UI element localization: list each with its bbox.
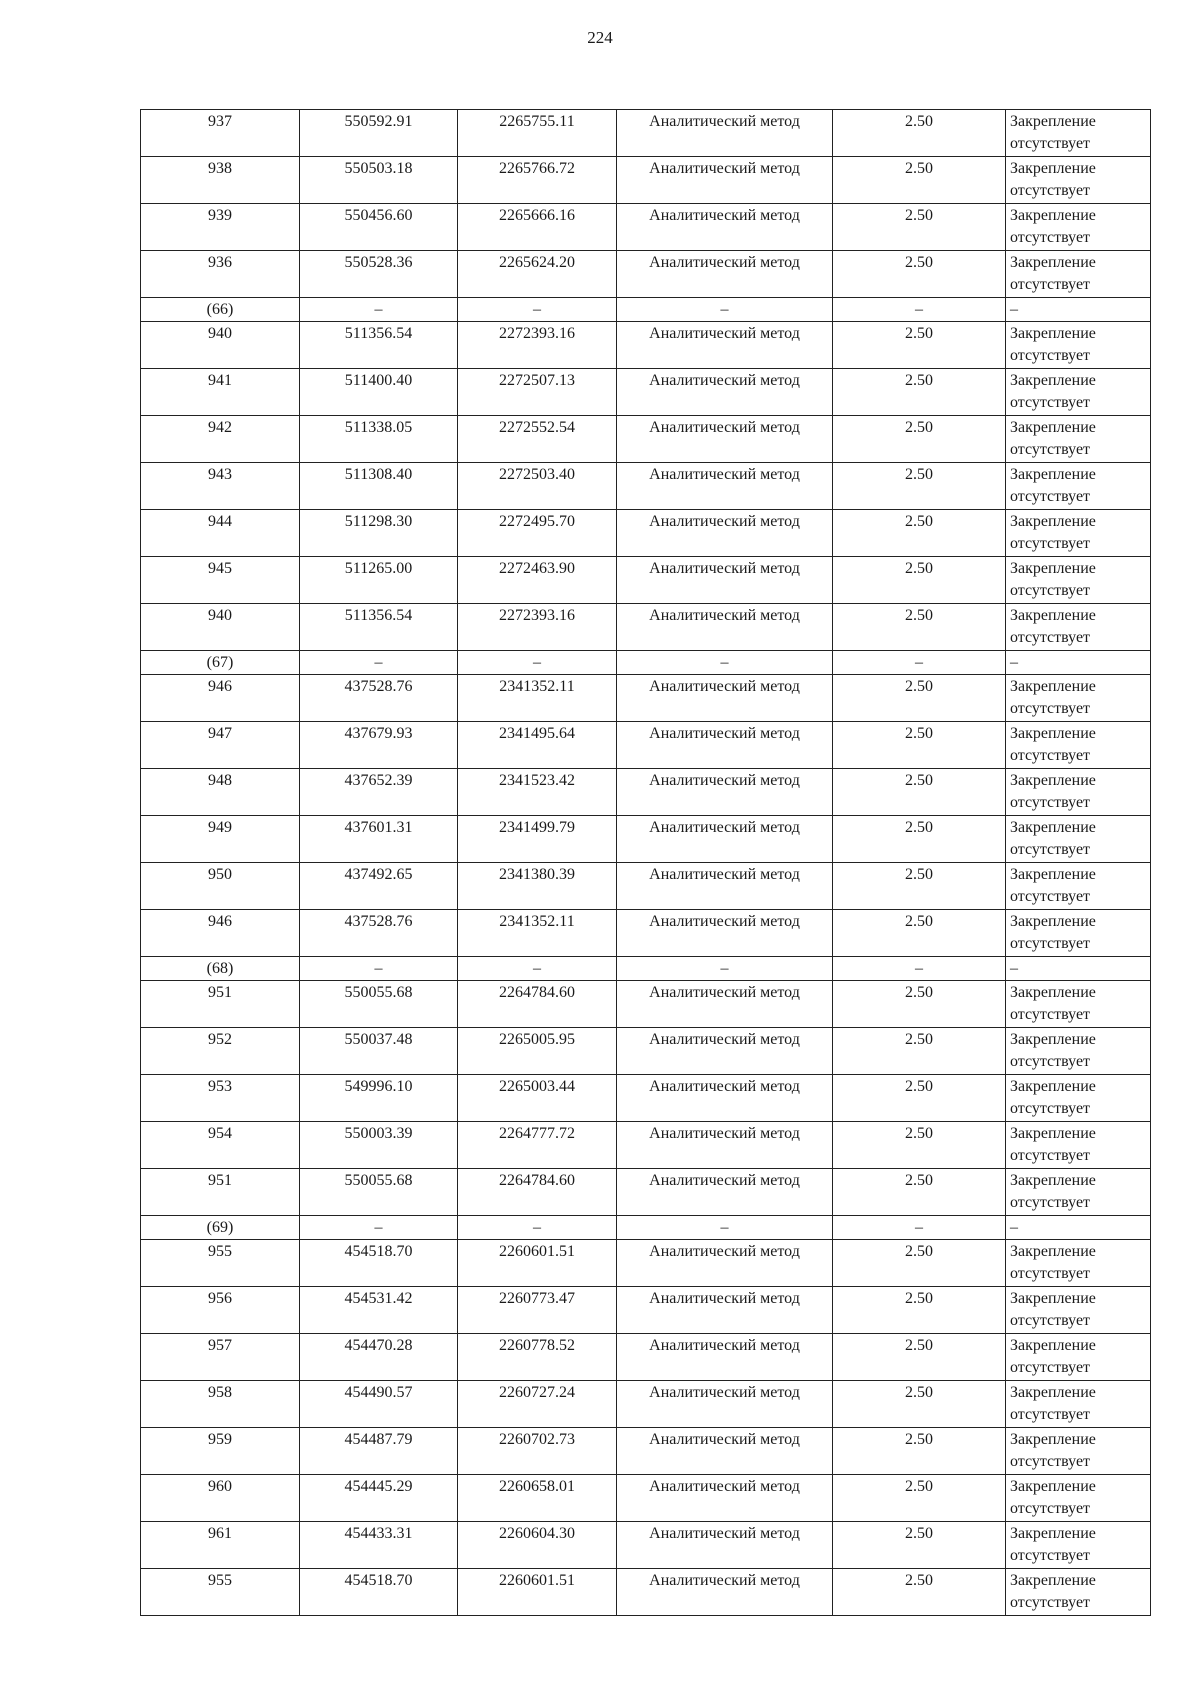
coord-y: 2341495.64 (458, 722, 617, 769)
marker-description: Закрепление отсутствует (1006, 1287, 1151, 1334)
point-number: 952 (141, 1028, 300, 1075)
marker-description: – (1006, 298, 1151, 322)
accuracy: 2.50 (833, 1522, 1006, 1569)
accuracy: 2.50 (833, 910, 1006, 957)
coord-x: 454518.70 (300, 1569, 458, 1616)
point-number: 956 (141, 1287, 300, 1334)
point-number: 951 (141, 981, 300, 1028)
point-number: 937 (141, 110, 300, 157)
method: – (617, 957, 833, 981)
table-row (141, 557, 1151, 604)
coord-y: 2272552.54 (458, 416, 617, 463)
contour-separator-row (141, 957, 1151, 981)
marker-description: Закрепление отсутствует (1006, 863, 1151, 910)
coord-y: 2341523.42 (458, 769, 617, 816)
method: Аналитический метод (617, 675, 833, 722)
marker-description: Закрепление отсутствует (1006, 1240, 1151, 1287)
marker-description: Закрепление отсутствует (1006, 510, 1151, 557)
coordinates-table (140, 109, 1151, 1616)
point-number: 959 (141, 1428, 300, 1475)
method: Аналитический метод (617, 157, 833, 204)
coord-x: 550592.91 (300, 110, 458, 157)
table-row (141, 1334, 1151, 1381)
coord-x: 511298.30 (300, 510, 458, 557)
method: Аналитический метод (617, 863, 833, 910)
coord-x: – (300, 651, 458, 675)
coord-y: 2260601.51 (458, 1240, 617, 1287)
point-number: 955 (141, 1569, 300, 1616)
method: – (617, 651, 833, 675)
coord-y: – (458, 651, 617, 675)
point-number: 958 (141, 1381, 300, 1428)
accuracy: – (833, 1216, 1006, 1240)
coord-y: 2264784.60 (458, 981, 617, 1028)
coord-x: 437652.39 (300, 769, 458, 816)
accuracy: – (833, 957, 1006, 981)
coord-y: – (458, 1216, 617, 1240)
table-row (141, 110, 1151, 157)
point-number: 948 (141, 769, 300, 816)
coord-y: 2265755.11 (458, 110, 617, 157)
marker-description: Закрепление отсутствует (1006, 1475, 1151, 1522)
method: Аналитический метод (617, 1075, 833, 1122)
marker-description: – (1006, 651, 1151, 675)
coord-x: – (300, 957, 458, 981)
coord-x: 511338.05 (300, 416, 458, 463)
table-row (141, 1287, 1151, 1334)
method: Аналитический метод (617, 981, 833, 1028)
contour-separator-row (141, 651, 1151, 675)
marker-description: Закрепление отсутствует (1006, 463, 1151, 510)
accuracy: 2.50 (833, 816, 1006, 863)
table-row (141, 816, 1151, 863)
accuracy: 2.50 (833, 675, 1006, 722)
coord-x: 550003.39 (300, 1122, 458, 1169)
accuracy: 2.50 (833, 1569, 1006, 1616)
table-row (141, 510, 1151, 557)
table-row (141, 1475, 1151, 1522)
coord-x: 454487.79 (300, 1428, 458, 1475)
coord-x: 454531.42 (300, 1287, 458, 1334)
method: Аналитический метод (617, 722, 833, 769)
coordinates-table-body (141, 110, 1151, 1616)
coord-y: 2341352.11 (458, 910, 617, 957)
accuracy: 2.50 (833, 604, 1006, 651)
coord-x: 454518.70 (300, 1240, 458, 1287)
method: Аналитический метод (617, 769, 833, 816)
point-number: 942 (141, 416, 300, 463)
coord-x: – (300, 298, 458, 322)
table-row (141, 204, 1151, 251)
method: Аналитический метод (617, 1475, 833, 1522)
marker-description: – (1006, 1216, 1151, 1240)
coord-y: – (458, 957, 617, 981)
table-row (141, 1122, 1151, 1169)
marker-description: Закрепление отсутствует (1006, 1428, 1151, 1475)
coord-y: 2260778.52 (458, 1334, 617, 1381)
marker-description: Закрепление отсутствует (1006, 769, 1151, 816)
marker-description: Закрепление отсутствует (1006, 1075, 1151, 1122)
coord-y: 2264777.72 (458, 1122, 617, 1169)
marker-description: Закрепление отсутствует (1006, 910, 1151, 957)
accuracy: 2.50 (833, 463, 1006, 510)
marker-description: Закрепление отсутствует (1006, 1569, 1151, 1616)
table-row (141, 1240, 1151, 1287)
coord-x: – (300, 1216, 458, 1240)
coord-y: 2260604.30 (458, 1522, 617, 1569)
table-row (141, 1075, 1151, 1122)
coord-y: 2265624.20 (458, 251, 617, 298)
point-number: 938 (141, 157, 300, 204)
coord-y: 2260658.01 (458, 1475, 617, 1522)
coord-y: 2260727.24 (458, 1381, 617, 1428)
point-number: 947 (141, 722, 300, 769)
accuracy: 2.50 (833, 110, 1006, 157)
point-number: 954 (141, 1122, 300, 1169)
table-row (141, 1169, 1151, 1216)
marker-description: Закрепление отсутствует (1006, 110, 1151, 157)
contour-number: (68) (141, 957, 300, 981)
contour-separator-row (141, 298, 1151, 322)
coord-x: 549996.10 (300, 1075, 458, 1122)
marker-description: Закрепление отсутствует (1006, 204, 1151, 251)
method: – (617, 1216, 833, 1240)
table-row (141, 1428, 1151, 1475)
marker-description: Закрепление отсутствует (1006, 604, 1151, 651)
coord-y: 2260702.73 (458, 1428, 617, 1475)
coord-x: 454445.29 (300, 1475, 458, 1522)
coord-y: 2260773.47 (458, 1287, 617, 1334)
table-row (141, 1522, 1151, 1569)
table-row (141, 675, 1151, 722)
contour-number: (67) (141, 651, 300, 675)
accuracy: 2.50 (833, 1287, 1006, 1334)
point-number: 953 (141, 1075, 300, 1122)
coord-x: 550456.60 (300, 204, 458, 251)
table-row (141, 1028, 1151, 1075)
table-row (141, 369, 1151, 416)
method: Аналитический метод (617, 204, 833, 251)
point-number: 940 (141, 604, 300, 651)
coord-y: 2272393.16 (458, 604, 617, 651)
method: – (617, 298, 833, 322)
coord-y: 2272393.16 (458, 322, 617, 369)
coord-x: 437679.93 (300, 722, 458, 769)
marker-description: Закрепление отсутствует (1006, 369, 1151, 416)
point-number: 960 (141, 1475, 300, 1522)
point-number: 940 (141, 322, 300, 369)
method: Аналитический метод (617, 1522, 833, 1569)
coord-y: 2272463.90 (458, 557, 617, 604)
coord-y: 2341380.39 (458, 863, 617, 910)
coord-x: 550503.18 (300, 157, 458, 204)
marker-description: Закрепление отсутствует (1006, 157, 1151, 204)
coord-x: 454470.28 (300, 1334, 458, 1381)
coord-y: 2264784.60 (458, 1169, 617, 1216)
contour-separator-row (141, 1216, 1151, 1240)
method: Аналитический метод (617, 816, 833, 863)
method: Аналитический метод (617, 1381, 833, 1428)
table-row (141, 981, 1151, 1028)
contour-number: (66) (141, 298, 300, 322)
point-number: 946 (141, 910, 300, 957)
method: Аналитический метод (617, 1169, 833, 1216)
coord-x: 550528.36 (300, 251, 458, 298)
method: Аналитический метод (617, 1028, 833, 1075)
accuracy: 2.50 (833, 557, 1006, 604)
table-row (141, 722, 1151, 769)
accuracy: 2.50 (833, 204, 1006, 251)
method: Аналитический метод (617, 510, 833, 557)
table-row (141, 769, 1151, 816)
table-row (141, 1381, 1151, 1428)
point-number: 957 (141, 1334, 300, 1381)
point-number: 946 (141, 675, 300, 722)
method: Аналитический метод (617, 910, 833, 957)
coord-x: 511356.54 (300, 322, 458, 369)
point-number: 939 (141, 204, 300, 251)
accuracy: 2.50 (833, 1240, 1006, 1287)
coord-x: 437528.76 (300, 675, 458, 722)
table-row (141, 863, 1151, 910)
method: Аналитический метод (617, 110, 833, 157)
table-row (141, 251, 1151, 298)
coord-x: 550055.68 (300, 981, 458, 1028)
method: Аналитический метод (617, 1569, 833, 1616)
method: Аналитический метод (617, 416, 833, 463)
accuracy: 2.50 (833, 1475, 1006, 1522)
coord-x: 437528.76 (300, 910, 458, 957)
contour-number: (69) (141, 1216, 300, 1240)
marker-description: Закрепление отсутствует (1006, 1334, 1151, 1381)
table-row (141, 416, 1151, 463)
method: Аналитический метод (617, 1240, 833, 1287)
coord-x: 550037.48 (300, 1028, 458, 1075)
point-number: 941 (141, 369, 300, 416)
coord-y: 2265766.72 (458, 157, 617, 204)
coord-y: 2341352.11 (458, 675, 617, 722)
point-number: 950 (141, 863, 300, 910)
accuracy: 2.50 (833, 863, 1006, 910)
coord-x: 437492.65 (300, 863, 458, 910)
marker-description: – (1006, 957, 1151, 981)
coord-x: 511265.00 (300, 557, 458, 604)
method: Аналитический метод (617, 1122, 833, 1169)
method: Аналитический метод (617, 604, 833, 651)
table-row (141, 604, 1151, 651)
coord-x: 511308.40 (300, 463, 458, 510)
accuracy: 2.50 (833, 722, 1006, 769)
accuracy: 2.50 (833, 1122, 1006, 1169)
marker-description: Закрепление отсутствует (1006, 675, 1151, 722)
accuracy: – (833, 651, 1006, 675)
point-number: 944 (141, 510, 300, 557)
coord-y: 2265003.44 (458, 1075, 617, 1122)
accuracy: 2.50 (833, 981, 1006, 1028)
method: Аналитический метод (617, 463, 833, 510)
marker-description: Закрепление отсутствует (1006, 1122, 1151, 1169)
coord-y: – (458, 298, 617, 322)
marker-description: Закрепление отсутствует (1006, 722, 1151, 769)
accuracy: – (833, 298, 1006, 322)
accuracy: 2.50 (833, 369, 1006, 416)
accuracy: 2.50 (833, 322, 1006, 369)
accuracy: 2.50 (833, 769, 1006, 816)
coord-x: 511356.54 (300, 604, 458, 651)
method: Аналитический метод (617, 1287, 833, 1334)
accuracy: 2.50 (833, 1169, 1006, 1216)
accuracy: 2.50 (833, 1381, 1006, 1428)
accuracy: 2.50 (833, 157, 1006, 204)
point-number: 955 (141, 1240, 300, 1287)
marker-description: Закрепление отсутствует (1006, 1169, 1151, 1216)
marker-description: Закрепление отсутствует (1006, 1522, 1151, 1569)
coord-y: 2265666.16 (458, 204, 617, 251)
method: Аналитический метод (617, 251, 833, 298)
coord-y: 2265005.95 (458, 1028, 617, 1075)
accuracy: 2.50 (833, 1428, 1006, 1475)
coord-x: 550055.68 (300, 1169, 458, 1216)
page-number: 224 (587, 28, 613, 47)
method: Аналитический метод (617, 322, 833, 369)
coord-y: 2341499.79 (458, 816, 617, 863)
marker-description: Закрепление отсутствует (1006, 1381, 1151, 1428)
marker-description: Закрепление отсутствует (1006, 816, 1151, 863)
accuracy: 2.50 (833, 1028, 1006, 1075)
coord-x: 454433.31 (300, 1522, 458, 1569)
point-number: 949 (141, 816, 300, 863)
coord-x: 454490.57 (300, 1381, 458, 1428)
accuracy: 2.50 (833, 510, 1006, 557)
coord-x: 437601.31 (300, 816, 458, 863)
table-row (141, 322, 1151, 369)
marker-description: Закрепление отсутствует (1006, 557, 1151, 604)
method: Аналитический метод (617, 1334, 833, 1381)
coord-y: 2272507.13 (458, 369, 617, 416)
coord-x: 511400.40 (300, 369, 458, 416)
point-number: 951 (141, 1169, 300, 1216)
marker-description: Закрепление отсутствует (1006, 981, 1151, 1028)
point-number: 961 (141, 1522, 300, 1569)
table-row (141, 910, 1151, 957)
coord-y: 2260601.51 (458, 1569, 617, 1616)
marker-description: Закрепление отсутствует (1006, 416, 1151, 463)
method: Аналитический метод (617, 369, 833, 416)
accuracy: 2.50 (833, 1334, 1006, 1381)
method: Аналитический метод (617, 557, 833, 604)
table-row (141, 463, 1151, 510)
accuracy: 2.50 (833, 1075, 1006, 1122)
marker-description: Закрепление отсутствует (1006, 251, 1151, 298)
point-number: 936 (141, 251, 300, 298)
marker-description: Закрепление отсутствует (1006, 1028, 1151, 1075)
table-row (141, 1569, 1151, 1616)
accuracy: 2.50 (833, 416, 1006, 463)
coord-y: 2272495.70 (458, 510, 617, 557)
table-row (141, 157, 1151, 204)
method: Аналитический метод (617, 1428, 833, 1475)
point-number: 943 (141, 463, 300, 510)
point-number: 945 (141, 557, 300, 604)
coord-y: 2272503.40 (458, 463, 617, 510)
accuracy: 2.50 (833, 251, 1006, 298)
marker-description: Закрепление отсутствует (1006, 322, 1151, 369)
